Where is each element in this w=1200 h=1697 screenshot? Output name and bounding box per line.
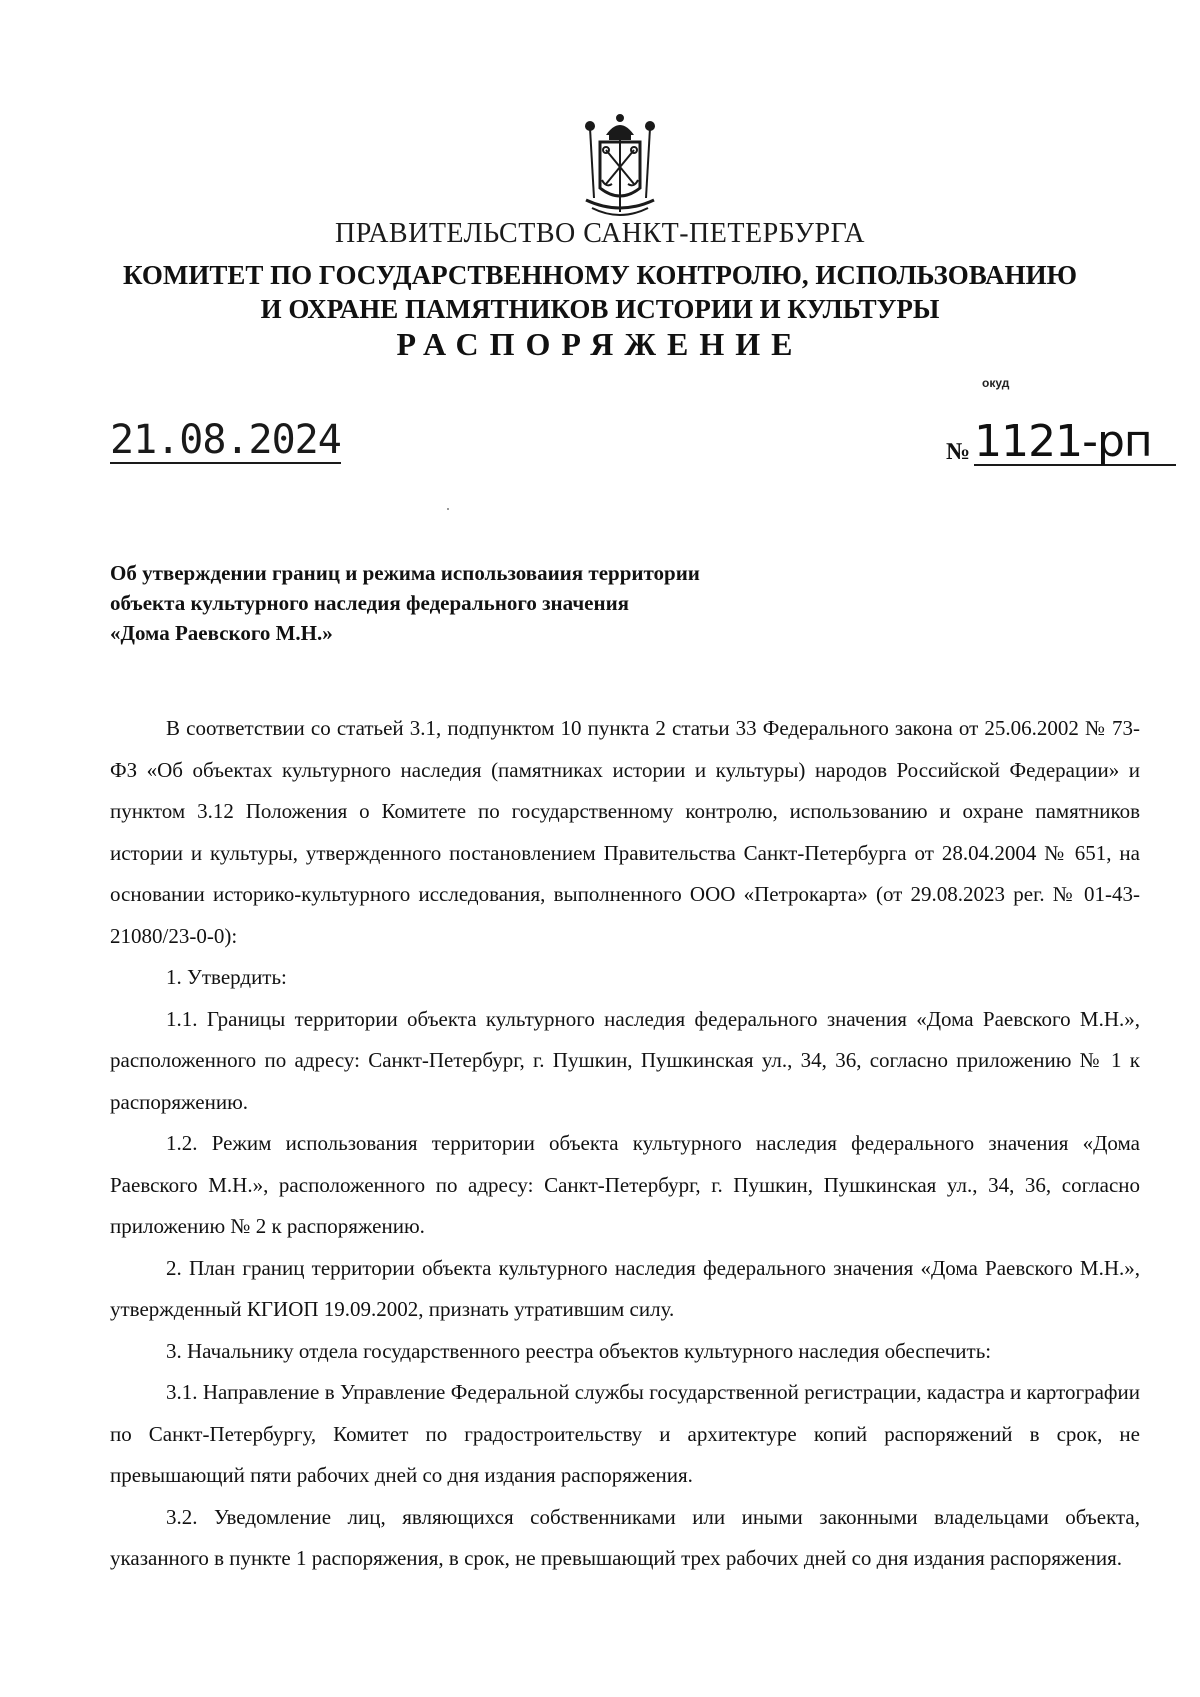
government-title: ПРАВИТЕЛЬСТВО САНКТ-ПЕТЕРБУРГА: [335, 218, 865, 249]
body-paragraph-3-2: 3.2. Уведомление лиц, являющихся собственниками или иными законными владельцами объекта, указанного в пункте 1 распоряжения, в срок, не превышающий трех рабочих дней со дня издания распоряжения.: [110, 1504, 1140, 1570]
scan-speck: [447, 508, 449, 510]
document-number-block: [946, 416, 1176, 467]
body-paragraph-2: 2. План границ территории объекта культурного наследия федерального значения «Дома Раевского М.Н.», утвержденный КГИОП 19.09.2002, признать утратившим силу.: [110, 1255, 1140, 1321]
committee-title: [0, 258, 1200, 326]
body-paragraph-1-2: 1.2. Режим использования территории объекта культурного наследия федерального значения «Дома Раевского М.Н.», расположенного по адресу: Санкт-Петербург, г. Пушкин, Пушкинская ул., 34, 36, согласно приложению № 2 к распоряжению.: [110, 1131, 1140, 1238]
document-type: РАСПОРЯЖЕНИЕ: [396, 326, 804, 362]
okud-label: окуд: [982, 376, 1010, 390]
committee-line-2: И ОХРАНЕ ПАМЯТНИКОВ ИСТОРИИ И КУЛЬТУРЫ: [260, 294, 940, 324]
document-date: 21.08.2024: [110, 417, 341, 463]
subject-line-1: Об утверждении границ и режима использоваиия территории: [110, 561, 700, 585]
subject-line-2: объекта культурного наследия федерального значения: [110, 591, 630, 615]
subject-line-3: «Дома Раевского М.Н.»: [110, 621, 333, 645]
body-paragraph-1: 1. Утвердить:: [166, 965, 287, 989]
coat-of-arms-icon: [572, 112, 668, 224]
body-paragraph-preamble: В соответствии со статьей 3.1, подпунктом 10 пункта 2 статьи 33 Федерального закона от 25.06.2002 № 73-ФЗ «Об объектах культурного наследия (памятниках истории и культуры) народов Российской Федерации» и пунктом 3.12 Положения о Комитете по государственному контролю, использованию и охране памятников истории и культуры, утвержденного постановлением Правительства Санкт-Петербурга от 28.04.2004 № 651, на основании историко-культурного исследования, выполненного ООО «Петрокарта» (от 29.08.2023 рег. № 01-43-21080/23-0-0):: [110, 716, 1140, 948]
document-subject: [110, 558, 870, 648]
committee-line-1: КОМИТЕТ ПО ГОСУДАРСТВЕННОМУ КОНТРОЛЮ, ИСПОЛЬЗОВАНИЮ: [123, 260, 1077, 290]
number-sign: №: [946, 439, 971, 465]
document-number: 1121-рп: [974, 420, 1176, 466]
body-paragraph-3-1: 3.1. Направление в Управление Федеральной службы государственной регистрации, кадастра и картографии по Санкт-Петербургу, Комитет по градостроительству и архитектуре копий распоряжений в срок, не превышающий пяти рабочих дней со дня издания распоряжения.: [110, 1380, 1140, 1487]
body-paragraph-1-1: 1.1. Границы территории объекта культурного наследия федерального значения «Дома Раевского М.Н.», расположенного по адресу: Санкт-Петербург, г. Пушкин, Пушкинская ул., 34, 36, согласно приложению № 1 к распоряжению.: [110, 1006, 1140, 1114]
body-paragraph-3: 3. Начальнику отдела государственного реестра объектов культурного наследия обеспечить:: [166, 1338, 992, 1363]
document-body: [110, 708, 1140, 1580]
